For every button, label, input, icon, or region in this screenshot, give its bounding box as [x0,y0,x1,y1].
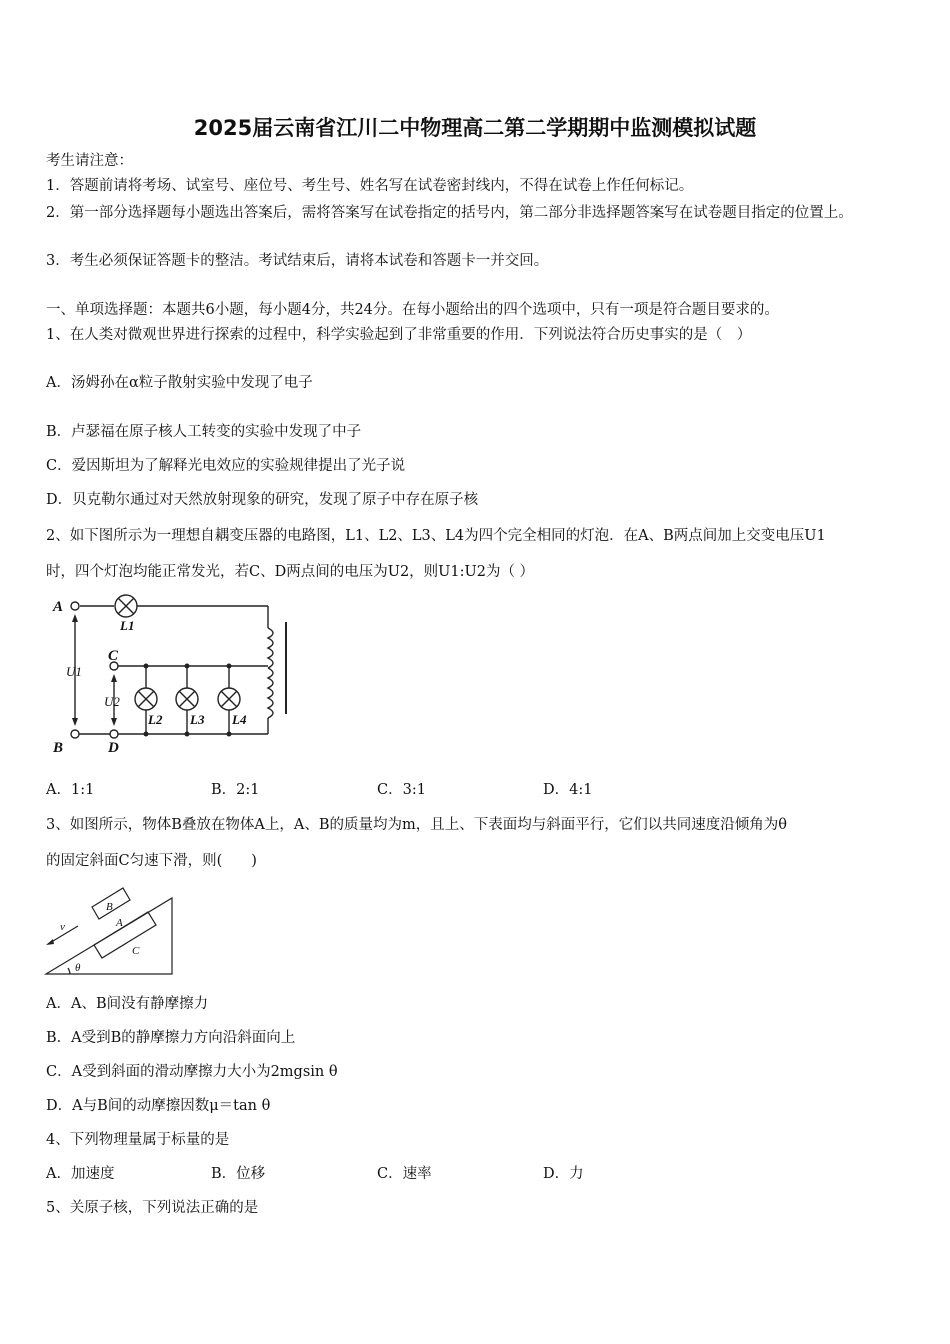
notice-item-3: 3．考生必须保证答题卡的整洁。考试结束后，请将本试卷和答题卡一并交回。 [46,253,549,269]
q1-option-d: D．贝克勒尔通过对天然放射现象的研究，发现了原子中存在原子核 [46,492,479,508]
q1-option-b: B．卢瑟福在原子核人工转变的实验中发现了中子 [46,424,362,440]
node-label-a: A [53,599,64,615]
question-5-stem: 5、关原子核，下列说法正确的是 [46,1200,259,1216]
node-label-c: C [108,648,119,664]
q3-option-d: D．A与B间的动摩擦因数μ＝tan θ [46,1098,271,1114]
lamp-label-l2: L2 [148,712,163,727]
block-a-label: A [116,917,123,929]
incline-figure [40,886,180,980]
angle-label: θ [75,962,81,974]
q4-option-b: B．位移 [211,1166,266,1182]
q2-option-a: A．1:1 [46,782,95,798]
q4-option-d: D．力 [543,1166,584,1182]
q2-option-c: C．3:1 [377,782,426,798]
q3-option-a: A．A、B间没有静摩擦力 [46,996,209,1012]
question-4-stem: 4、下列物理量属于标量的是 [46,1132,230,1148]
question-3-stem-line1: 3、如图所示，物体B叠放在物体A上，A、B的质量均为m，且上、下表面均与斜面平行，它们以共同速度沿倾角为θ [46,817,787,833]
lamp-label-l4: L4 [232,712,247,727]
exam-title: 2025届云南省江川二中物理高二第二学期期中监测模拟试题 [193,116,757,140]
lamp-label-l1: L1 [120,618,135,633]
q1-option-c: C．爱因斯坦为了解释光电效应的实验规律提出了光子说 [46,458,406,474]
question-2-stem-line1: 2、如下图所示为一理想自耦变压器的电路图，L1、L2、L3、L4为四个完全相同的灯泡．在A、B两点间加上交变电压U1 [46,528,826,544]
voltage-label-u2: U2 [104,694,120,709]
q1-option-a: A．汤姆孙在α粒子散射实验中发现了电子 [46,375,313,391]
velocity-label: v [60,921,65,933]
notice-item-1: 1．答题前请将考场、试室号、座位号、考生号、姓名写在试卷密封线内，不得在试卷上作任何标记。 [46,178,694,194]
section-heading: 一、单项选择题：本题共6小题，每小题4分，共24分。在每小题给出的四个选项中，只有一项是符合题目要求的。 [46,302,779,318]
block-b-label: B [106,901,113,913]
voltage-label-u1: U1 [66,664,82,679]
node-label-b: B [53,740,64,756]
q3-option-b: B．A受到B的静摩擦力方向沿斜面向上 [46,1030,296,1046]
transformer-circuit-figure [46,592,306,760]
q3-option-c: C．A受到斜面的滑动摩擦力大小为2mgsin θ [46,1064,338,1080]
q2-option-b: B．2:1 [211,782,260,798]
question-3-stem-line2: 的固定斜面C匀速下滑，则( ) [46,853,257,869]
incline-c-label: C [132,945,140,957]
q4-option-c: C．速率 [377,1166,432,1182]
question-2-stem-line2: 时，四个灯泡均能正常发光，若C、D两点间的电压为U2，则U1:U2为（ ） [46,564,535,580]
q4-option-a: A．加速度 [46,1166,115,1182]
notice-item-2: 2．第一部分选择题每小题选出答案后，需将答案写在试卷指定的括号内，第二部分非选择题答案写在试卷题目指定的位置上。 [46,205,853,221]
question-1-stem: 1、在人类对微观世界进行探索的过程中，科学实验起到了非常重要的作用．下列说法符合历史事实的是（ ） [46,327,752,343]
lamp-label-l3: L3 [190,712,205,727]
node-label-d: D [108,740,119,756]
notice-heading: 考生请注意： [46,153,133,169]
q2-option-d: D．4:1 [543,782,593,798]
